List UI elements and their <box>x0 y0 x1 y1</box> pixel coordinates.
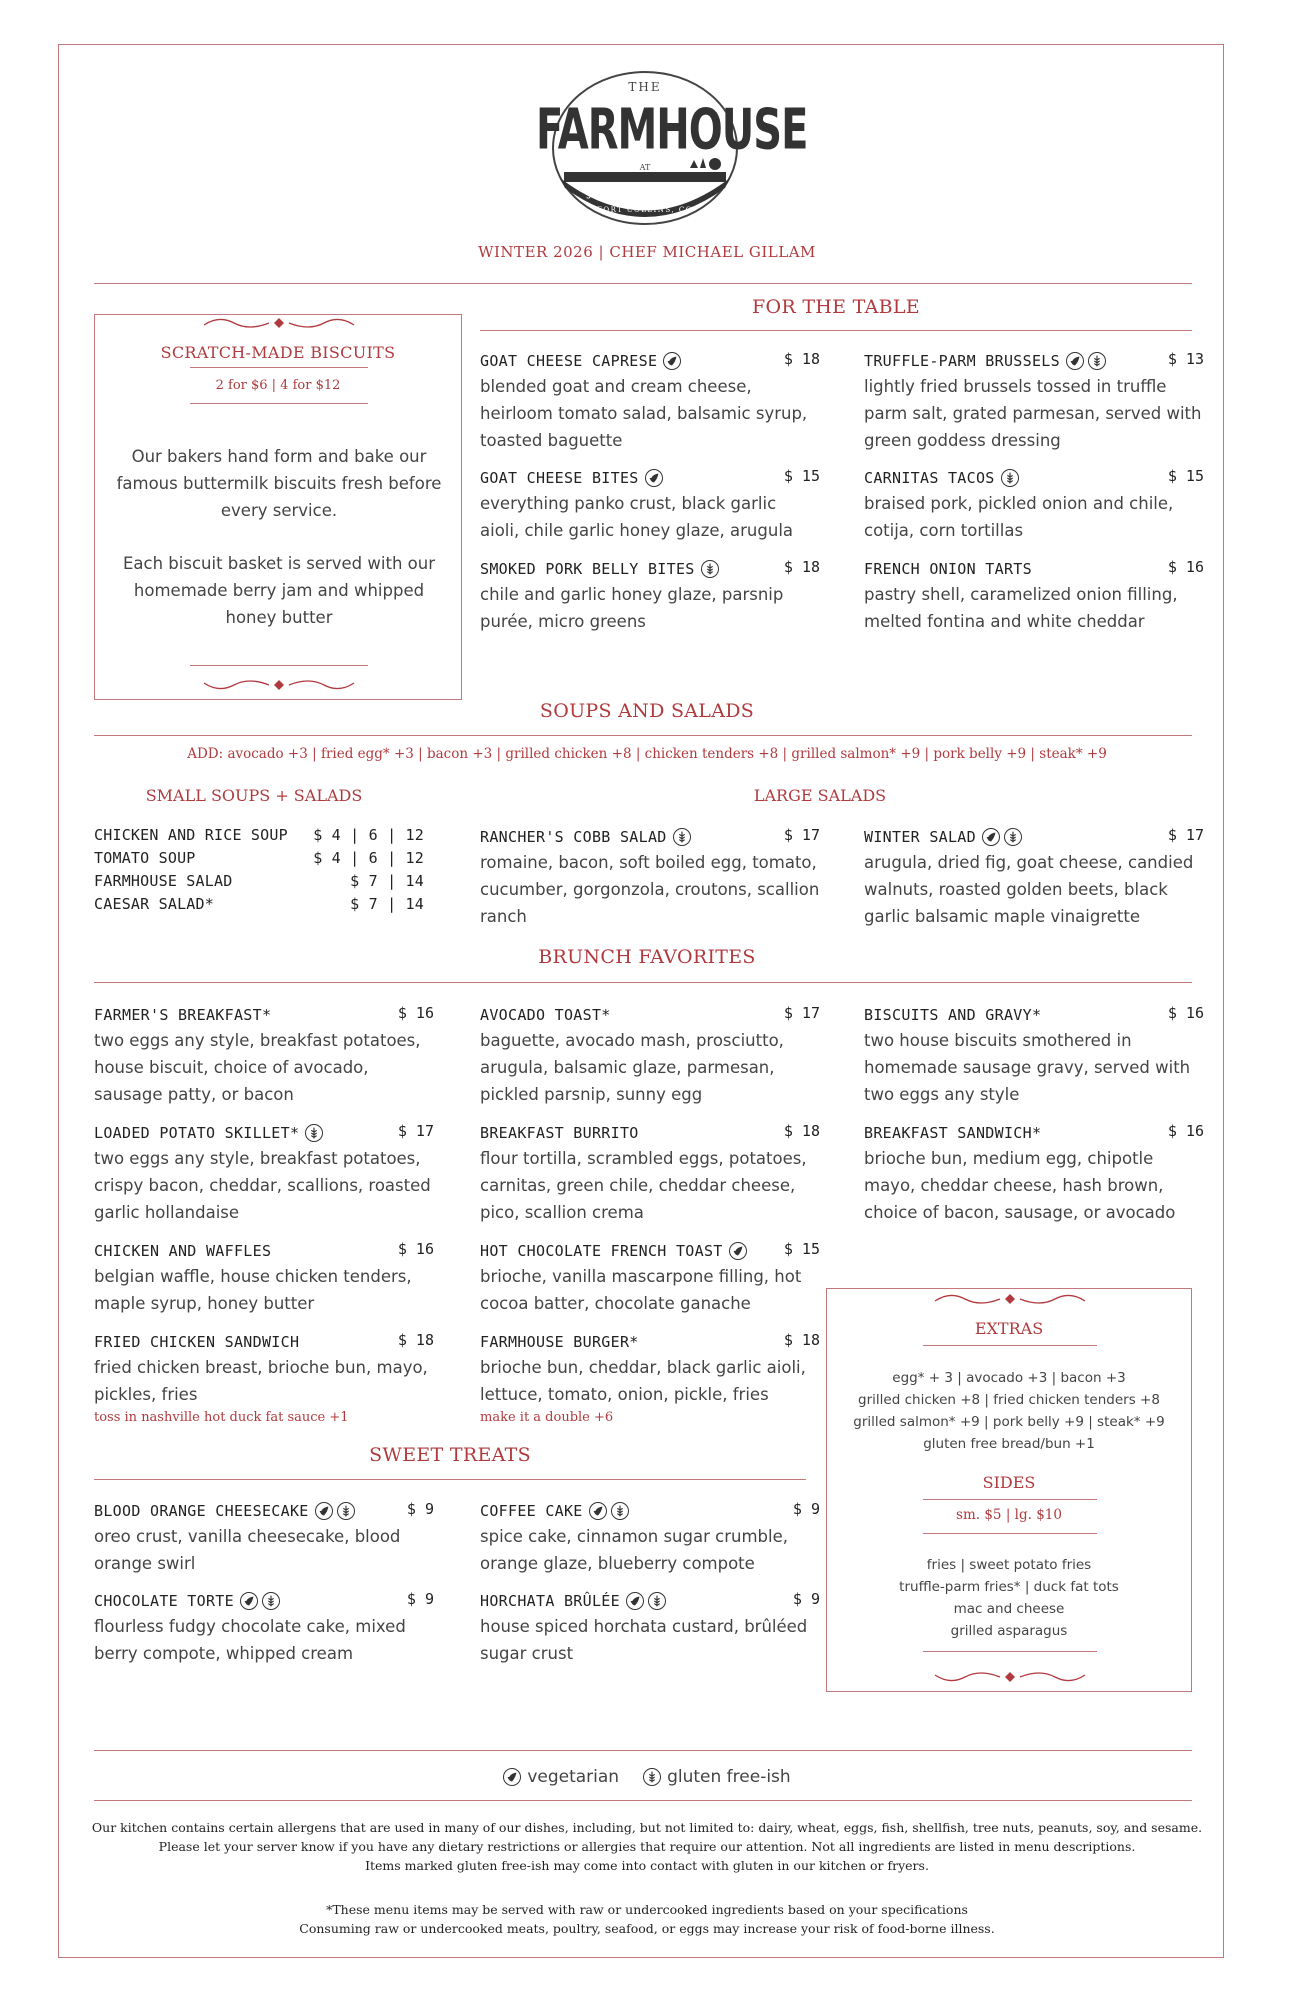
menu-item-name: AVOCADO TOAST* <box>480 1006 611 1024</box>
gluten-free-icon <box>611 1502 629 1520</box>
menu-item-name: HOT CHOCOLATE FRENCH TOAST <box>480 1240 820 1262</box>
menu-item-price: $ 18 <box>783 558 820 576</box>
menu-item <box>94 1122 434 1226</box>
menu-item-price: $ 9 <box>406 1590 434 1608</box>
menu-item-name: SMOKED PORK BELLY BITES <box>480 558 820 580</box>
gluten-free-icon <box>648 1592 666 1610</box>
menu-item <box>864 826 1204 930</box>
biscuits-desc-2: Each biscuit basket is served with our homemade berry jam and whipped honey butter <box>123 554 435 627</box>
menu-item-price: $ 9 <box>792 1500 820 1518</box>
logo-city: FORT COLLINS, CO <box>596 206 693 214</box>
small-soups-title: SMALL SOUPS + SALADS <box>145 786 363 805</box>
legend-vegetarian: vegetarian <box>503 1767 619 1787</box>
divider <box>190 665 368 666</box>
flourish-top <box>930 1289 1090 1309</box>
raw-food-notice: *These menu items may be served with raw or undercooked ingredients based on your specifications Consuming raw or undercooked meats, poultry, seafood, or eggs may increase your risk of food-borne illness. <box>299 1902 995 1936</box>
menu-item-price: $ 16 <box>397 1240 434 1258</box>
divider <box>94 735 1192 736</box>
list-item: TOMATO SOUP $ 4 | 6 | 12 <box>94 849 424 867</box>
menu-item-name: CHOCOLATE TORTE <box>94 1590 434 1612</box>
menu-item <box>864 1122 1204 1226</box>
menu-item <box>480 1590 820 1667</box>
divider <box>94 1800 1192 1801</box>
gluten-free-icon <box>701 560 719 578</box>
menu-item-name: WINTER SALAD <box>864 826 1204 848</box>
allergen-notice: Our kitchen contains certain allergens that are used in many of our dishes, including, but not limited to: dairy, wheat, eggs, fish, shellfish, tree nuts, peanuts, soy, and sesame. Please let your server know if you have any dietary restrictions or allergies that require our attention. Not all ingredients are listed in menu descriptions. Items marked gluten free-ish may come into contact with gluten in our kitchen or fryers. <box>91 1820 1203 1873</box>
extras-box <box>826 1288 1192 1692</box>
menu-item-price: $ 15 <box>783 1240 820 1258</box>
menu-item-price: $ 18 <box>783 350 820 368</box>
menu-item-name: FARMER'S BREAKFAST* <box>94 1006 272 1024</box>
menu-item-desc: blended goat and cream cheese, heirloom tomato salad, balsamic syrup, toasted baguette <box>480 377 808 450</box>
menu-item-price: $ 18 <box>783 1122 820 1140</box>
add-ons-line: ADD: avocado +3 | fried egg* +3 | bacon +3 | grilled chicken +8 | chicken tenders +8 | grilled salmon* +9 | pork belly +9 | steak* +9 <box>187 746 1107 762</box>
menu-item-price: $ 16 <box>1167 558 1204 576</box>
menu-item-price: $ 16 <box>1167 1122 1204 1140</box>
menu-item <box>480 1500 820 1577</box>
biscuits-desc-1: Our bakers hand form and bake our famous buttermilk biscuits fresh before every service. <box>116 447 442 520</box>
biscuits-title: SCRATCH-MADE BISCUITS <box>160 343 396 362</box>
vegetarian-icon <box>982 828 1000 846</box>
menu-item-price: $ 17 <box>783 1004 820 1022</box>
menu-item <box>480 1004 820 1108</box>
menu-item <box>864 350 1204 454</box>
legend-gluten-free: gluten free-ish <box>643 1767 791 1787</box>
gluten-free-icon <box>643 1768 661 1786</box>
menu-item-price: $ 15 <box>783 467 820 485</box>
menu-item <box>94 1240 434 1317</box>
menu-item-name: RANCHER'S COBB SALAD <box>480 826 820 848</box>
logo-the: THE <box>628 80 662 94</box>
menu-item <box>480 558 820 635</box>
menu-item-name: CARNITAS TACOS <box>864 467 1204 489</box>
list-item: FARMHOUSE SALAD $ 7 | 14 <box>94 872 424 890</box>
biscuits-box <box>94 314 462 700</box>
season-chef-line: WINTER 2026 | CHEF MICHAEL GILLAM <box>478 243 816 261</box>
vegetarian-icon <box>729 1242 747 1260</box>
menu-item <box>480 467 820 544</box>
vegetarian-icon <box>240 1592 258 1610</box>
menu-item <box>480 1122 820 1226</box>
menu-item-desc: brioche, vanilla mascarpone filling, hot cocoa batter, chocolate ganache <box>480 1267 802 1313</box>
menu-item <box>864 1004 1204 1108</box>
sides-list <box>827 1554 1191 1642</box>
list-item: truffle-parm fries* | duck fat tots <box>899 1579 1119 1595</box>
vegetarian-icon <box>663 352 681 370</box>
menu-item-note: toss in nashville hot duck fat sauce +1 <box>94 1410 349 1425</box>
menu-item-price: $ 17 <box>1167 826 1204 844</box>
menu-item-price: $ 13 <box>1167 350 1204 368</box>
flourish-top <box>199 313 359 333</box>
gluten-free-icon <box>1004 828 1022 846</box>
menu-item <box>480 350 820 454</box>
extras-title: EXTRAS <box>974 1319 1044 1338</box>
list-item: egg* + 3 | avocado +3 | bacon +3 <box>892 1370 1126 1386</box>
menu-item-name: BREAKFAST BURRITO <box>480 1124 639 1142</box>
gluten-free-icon <box>1088 352 1106 370</box>
flourish-bottom <box>930 1667 1090 1687</box>
menu-item-note: make it a double +6 <box>480 1410 614 1425</box>
menu-item-desc: house spiced horchata custard, brûléed sugar crust <box>480 1617 808 1663</box>
menu-item-desc: brioche bun, cheddar, black garlic aioli, lettuce, tomato, onion, pickle, fries <box>480 1358 806 1404</box>
divider <box>923 1345 1097 1346</box>
menu-item-desc: romaine, bacon, soft boiled egg, tomato, cucumber, gorgonzola, croutons, scallion ranch <box>480 853 820 926</box>
menu-item <box>94 1590 434 1667</box>
menu-item-name: GOAT CHEESE BITES <box>480 467 820 489</box>
sides-price: sm. $5 | lg. $10 <box>956 1507 1062 1523</box>
menu-item-desc: brioche bun, medium egg, chipotle mayo, cheddar cheese, hash brown, choice of bacon, sausage, or avocado <box>864 1149 1176 1222</box>
section-title-sweet-treats: SWEET TREATS <box>369 1444 531 1466</box>
menu-item-price: $ 16 <box>1167 1004 1204 1022</box>
divider <box>923 1533 1097 1534</box>
menu-item-desc: two house biscuits smothered in homemade sausage gravy, served with two eggs any style <box>864 1031 1191 1104</box>
menu-item-name: GOAT CHEESE CAPRESE <box>480 350 820 372</box>
menu-item-name: TRUFFLE-PARM BRUSSELS <box>864 350 1204 372</box>
list-item: CHICKEN AND RICE SOUP $ 4 | 6 | 12 <box>94 826 424 844</box>
divider <box>94 1479 806 1480</box>
menu-item-desc: oreo crust, vanilla cheesecake, blood orange swirl <box>94 1527 401 1573</box>
flourish-bottom <box>199 675 359 695</box>
list-item: grilled chicken +8 | fried chicken tenders +8 <box>858 1392 1160 1408</box>
menu-item-name: FARMHOUSE BURGER* <box>480 1333 639 1351</box>
vegetarian-icon <box>626 1592 644 1610</box>
menu-item-name: BISCUITS AND GRAVY* <box>864 1006 1042 1024</box>
vegetarian-icon <box>589 1502 607 1520</box>
menu-item <box>94 1004 434 1108</box>
menu-item-desc: belgian waffle, house chicken tenders, maple syrup, honey butter <box>94 1267 412 1313</box>
logo-place: JESSUP FARM <box>587 186 703 199</box>
menu-item <box>480 1240 820 1317</box>
logo-name: FARMHOUSE <box>536 98 808 163</box>
menu-item <box>480 826 820 930</box>
menu-item <box>94 1500 434 1577</box>
menu-item-desc: chile and garlic honey glaze, parsnip purée, micro greens <box>480 585 784 631</box>
gluten-free-icon <box>337 1502 355 1520</box>
section-title-brunch: BRUNCH FAVORITES <box>538 946 756 968</box>
menu-item <box>480 1331 820 1425</box>
divider <box>190 403 368 404</box>
section-title-for-the-table: FOR THE TABLE <box>752 296 920 318</box>
list-item: mac and cheese <box>953 1601 1065 1617</box>
list-item: CAESAR SALAD* $ 7 | 14 <box>94 895 424 913</box>
divider <box>94 283 1192 284</box>
biscuits-price: 2 for $6 | 4 for $12 <box>215 378 341 393</box>
menu-item-name: BREAKFAST SANDWICH* <box>864 1124 1042 1142</box>
section-title-soups-salads: SOUPS AND SALADS <box>539 700 755 722</box>
menu-item-name: LOADED POTATO SKILLET* <box>94 1122 434 1144</box>
divider <box>94 1750 1192 1751</box>
divider <box>190 367 368 368</box>
list-item: fries | sweet potato fries <box>926 1557 1092 1573</box>
menu-item-name: COFFEE CAKE <box>480 1500 820 1522</box>
menu-item-desc: fried chicken breast, brioche bun, mayo, pickles, fries <box>94 1358 428 1404</box>
vegetarian-icon <box>645 469 663 487</box>
menu-item-price: $ 18 <box>397 1331 434 1349</box>
vegetarian-icon <box>503 1768 521 1786</box>
menu-item-desc: lightly fried brussels tossed in truffle parm salt, grated parmesan, served with green goddess dressing <box>864 377 1202 450</box>
farmhouse-logo <box>536 68 808 228</box>
small-soups-list <box>94 826 424 918</box>
menu-item-desc: arugula, dried fig, goat cheese, candied walnuts, roasted golden beets, black garlic balsamic maple vinaigrette <box>864 853 1194 926</box>
menu-item-desc: braised pork, pickled onion and chile, cotija, corn tortillas <box>864 494 1174 540</box>
divider <box>923 1499 1097 1500</box>
menu-item-name: HORCHATA BRÛLÉE <box>480 1590 820 1612</box>
divider <box>923 1651 1097 1652</box>
menu-item-name: BLOOD ORANGE CHEESECAKE <box>94 1500 434 1522</box>
large-salads-title: LARGE SALADS <box>753 786 887 805</box>
menu-item-price: $ 17 <box>783 826 820 844</box>
gluten-free-icon <box>1001 469 1019 487</box>
divider <box>480 330 1192 331</box>
menu-item-price: $ 16 <box>397 1004 434 1022</box>
logo-at: AT <box>639 163 651 172</box>
menu-item-desc: flourless fudgy chocolate cake, mixed berry compote, whipped cream <box>94 1617 406 1663</box>
menu-item-price: $ 18 <box>783 1331 820 1349</box>
menu-item-price: $ 15 <box>1167 467 1204 485</box>
menu-item-price: $ 9 <box>792 1590 820 1608</box>
legend <box>0 1767 1294 1787</box>
menu-item <box>864 467 1204 544</box>
list-item: grilled asparagus <box>950 1623 1068 1639</box>
extras-list <box>827 1367 1191 1455</box>
menu-item-name: CHICKEN AND WAFFLES <box>94 1242 272 1260</box>
menu-item-desc: two eggs any style, breakfast potatoes, crispy bacon, cheddar, scallions, roasted garlic hollandaise <box>94 1149 431 1222</box>
menu-item-price: $ 9 <box>406 1500 434 1518</box>
menu-item-desc: spice cake, cinnamon sugar crumble, orange glaze, blueberry compote <box>480 1527 788 1573</box>
list-item: grilled salmon* +9 | pork belly +9 | steak* +9 <box>853 1414 1165 1430</box>
menu-item-desc: flour tortilla, scrambled eggs, potatoes, carnitas, green chile, cheddar cheese, pico, scallion crema <box>480 1149 807 1222</box>
gluten-free-icon <box>305 1124 323 1142</box>
sides-title: SIDES <box>982 1473 1036 1492</box>
vegetarian-icon <box>1066 352 1084 370</box>
gluten-free-icon <box>673 828 691 846</box>
menu-item <box>864 558 1204 635</box>
divider <box>94 982 1192 983</box>
menu-item-price: $ 17 <box>397 1122 434 1140</box>
menu-item-name: FRIED CHICKEN SANDWICH <box>94 1333 300 1351</box>
menu-item <box>94 1331 434 1425</box>
menu-item-desc: two eggs any style, breakfast potatoes, house biscuit, choice of avocado, sausage patty, or bacon <box>94 1031 421 1104</box>
menu-item-desc: everything panko crust, black garlic aioli, chile garlic honey glaze, arugula <box>480 494 794 540</box>
gluten-free-icon <box>262 1592 280 1610</box>
menu-item-desc: baguette, avocado mash, prosciutto, arugula, balsamic glaze, parmesan, pickled parsnip, sunny egg <box>480 1031 784 1104</box>
menu-item-desc: pastry shell, caramelized onion filling, melted fontina and white cheddar <box>864 585 1178 631</box>
menu-item-name: FRENCH ONION TARTS <box>864 560 1032 578</box>
list-item: gluten free bread/bun +1 <box>923 1436 1095 1452</box>
vegetarian-icon <box>315 1502 333 1520</box>
